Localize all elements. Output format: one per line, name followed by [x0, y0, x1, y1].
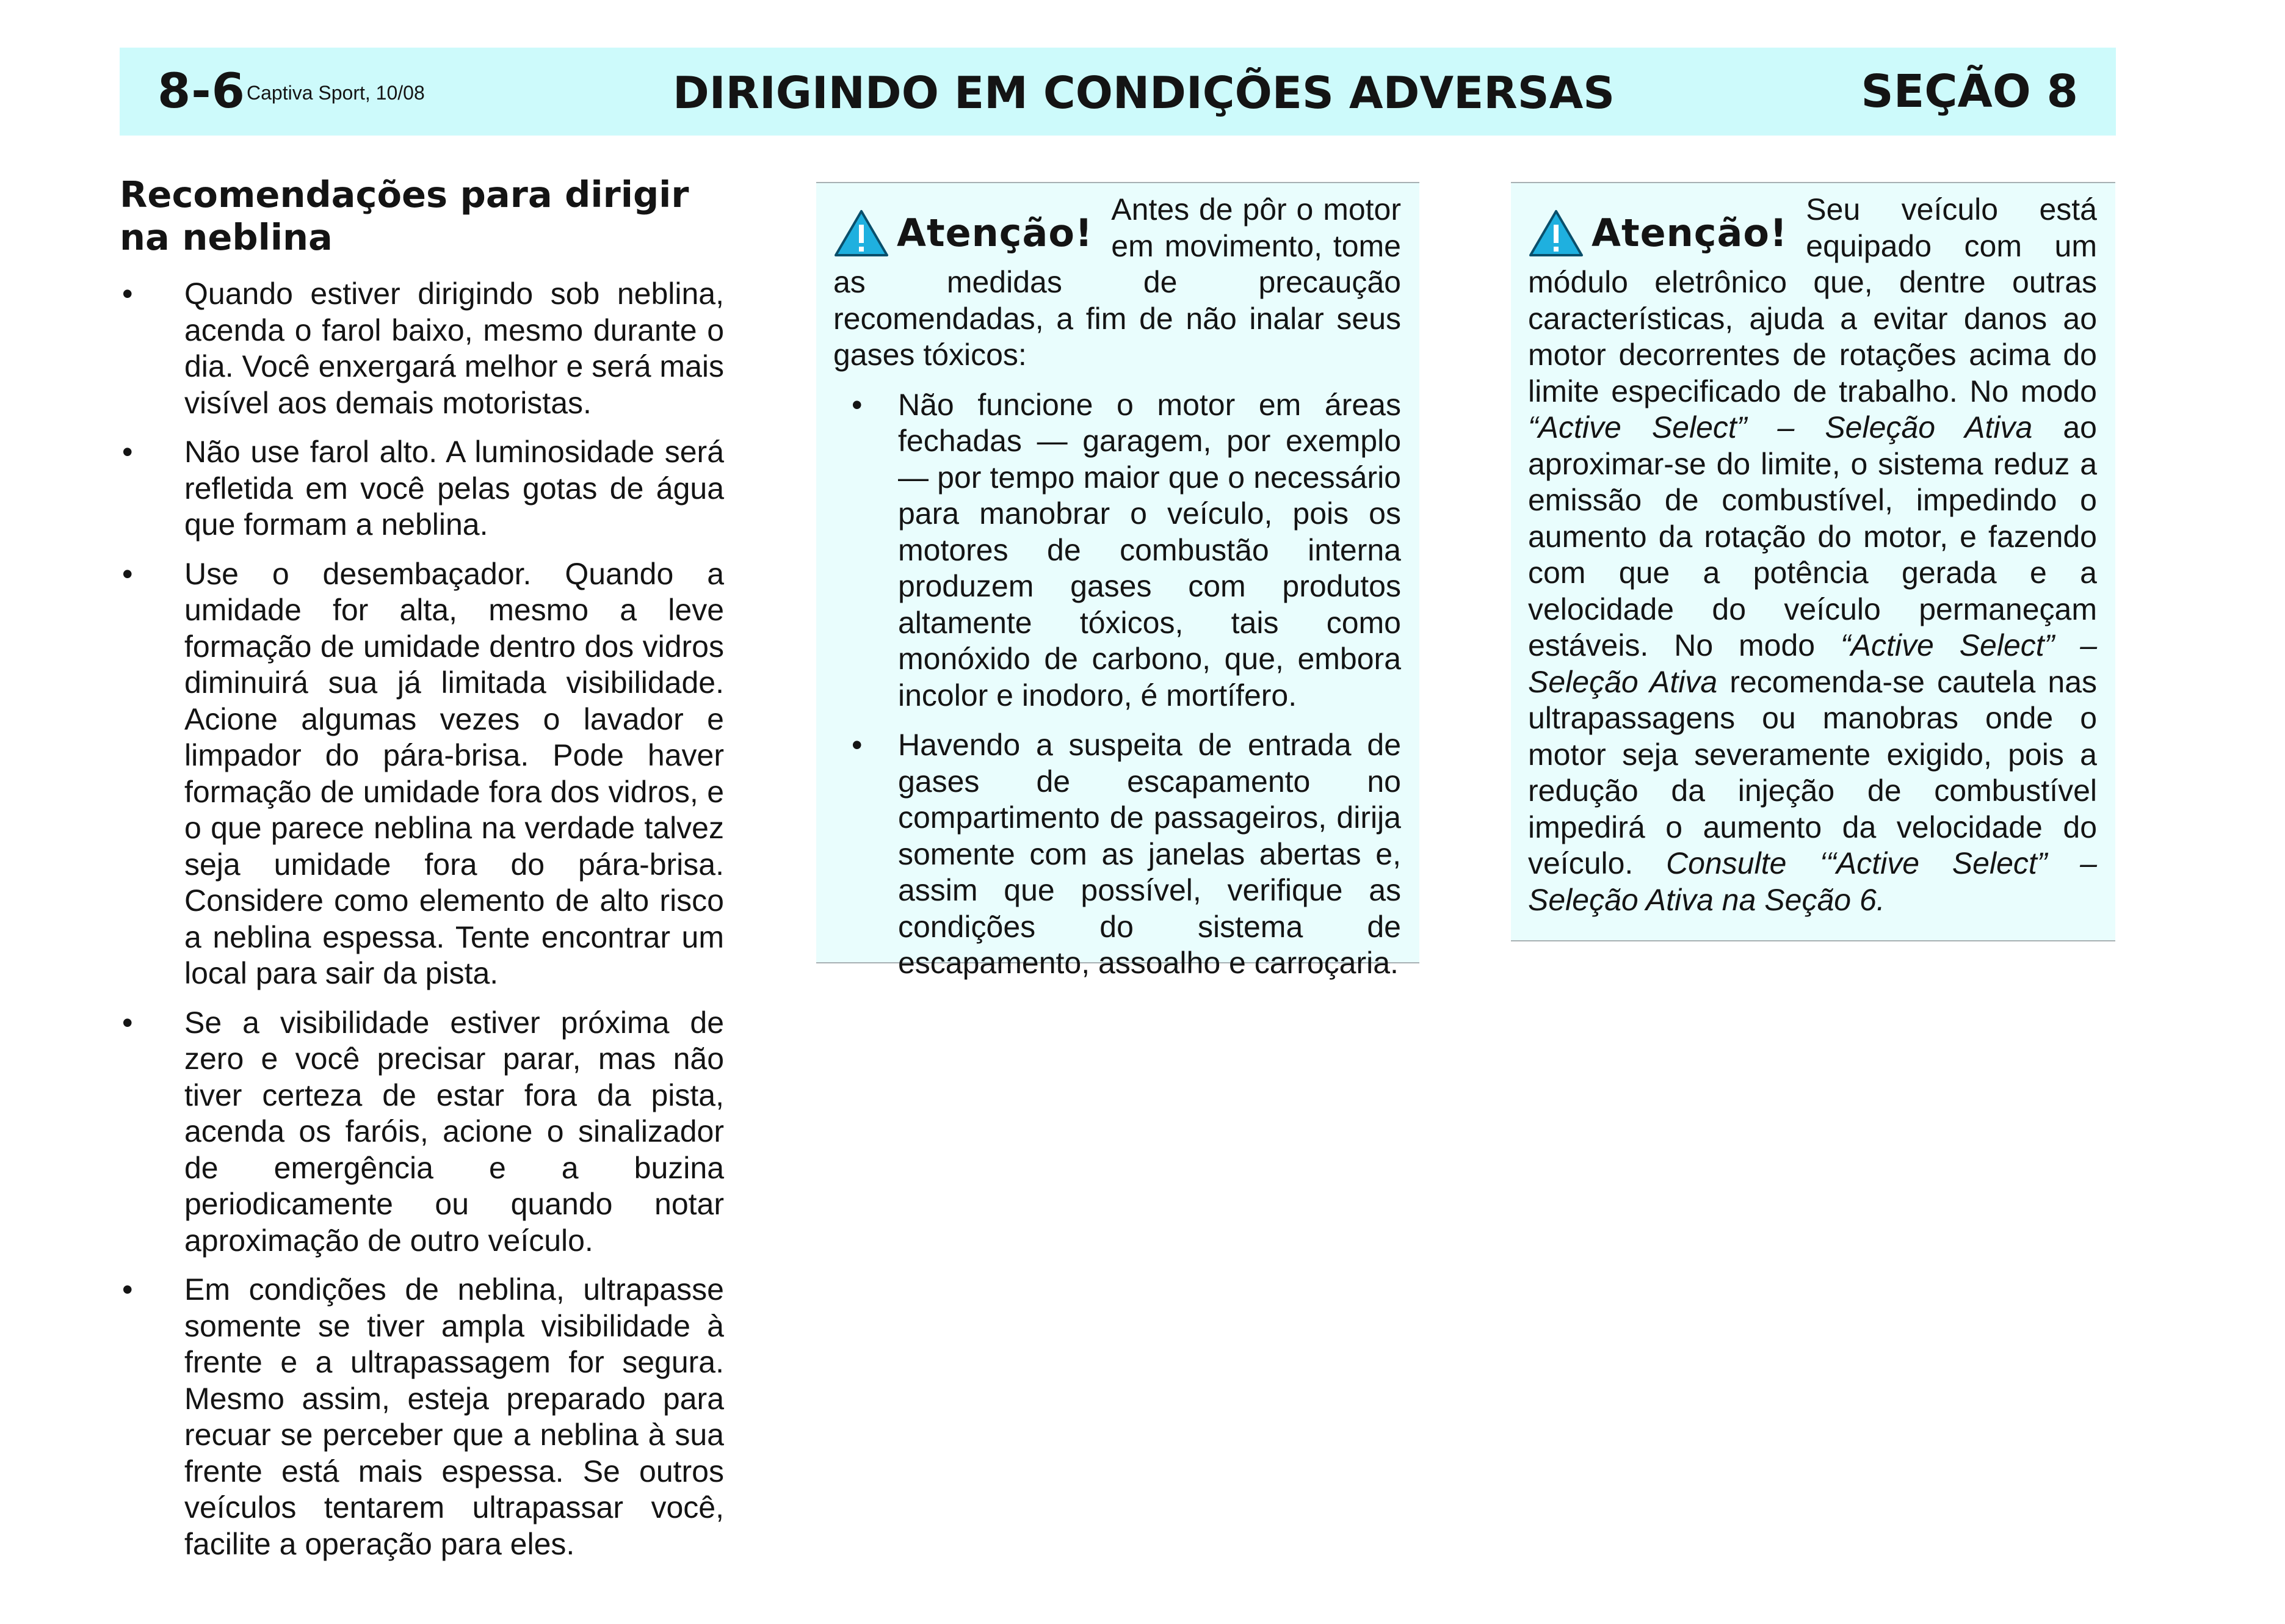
section-label: SEÇÃO 8: [1861, 65, 2078, 118]
warning-heading: [1528, 203, 1787, 264]
page-number: 8-6: [158, 64, 245, 119]
warning-body-italic: “Active Select” – Seleção Ativa: [1528, 628, 2097, 699]
bullet-dot: •: [122, 1272, 133, 1307]
warning-body: [1528, 192, 2097, 918]
bullet-dot: •: [852, 728, 863, 762]
bullet-text: Quando estiver dirigindo sob neblina, acenda o farol baixo, mesmo durante o dia. Você enxergará melhor e será mais visível aos demais motoristas.: [184, 277, 724, 420]
list-item: [120, 1005, 724, 1260]
list-item: [833, 387, 1401, 714]
fog-section-title: Recomendações para dirigir na neblina: [120, 173, 689, 258]
bullet-text: Não funcione o motor em áreas fechadas — garagem, por exemplo — por tempo maior que o necessário para manobrar o veículo, pois os motores de combustão interna produzem gases com produtos altamente tóxicos, tais como monóxido de carbono, que, embora incolor e inodoro, é mortífero.: [898, 387, 1401, 712]
list-item: [120, 1272, 724, 1562]
warning-triangle-icon: [833, 209, 889, 258]
warning-bullet-list: [833, 387, 1401, 982]
warning-heading: [833, 203, 1093, 264]
bullet-text: Não use farol alto. A luminosidade será refletida em você pelas gotas de água que formam a neblina.: [184, 435, 724, 542]
bullet-dot: •: [122, 277, 133, 311]
chapter-title: DIRIGINDO EM CONDIÇÕES ADVERSAS: [673, 67, 1615, 118]
bullet-dot: •: [122, 556, 133, 591]
warning-body-text: recomenda-se cautela nas ultrapassagens ou manobras onde o motor seja severamente exigido, pois a redução da injeção de combustível impedirá o aumento da velocidade do veículo.: [1528, 664, 2098, 880]
list-item: [833, 727, 1401, 982]
model-label: Captiva Sport, 10/08: [247, 82, 425, 104]
bullet-dot: •: [122, 435, 133, 469]
bullet-dot: •: [122, 1005, 133, 1040]
page-header: [120, 48, 2116, 136]
warning-label: Atenção!: [1592, 211, 1788, 255]
warning-triangle-icon: [1528, 209, 1584, 258]
warning-body-reference: Consulte ‘“Active Select” – Seleção Ativa na Seção 6.: [1528, 846, 2097, 917]
warning-body-text: Seu veículo está equipado com um módulo eletrônico que, dentre outras características, ajuda a evitar danos ao motor decorrentes de rotações acima do limite especificado de trabalho. No modo: [1528, 192, 2097, 408]
warning-box-exhaust: [816, 182, 1419, 980]
warning-intro: Antes de pôr o motor em movimento, tome as medidas de precaução recomendadas, a fim de não inalar seus gases tóxicos:: [833, 192, 1401, 372]
bullet-dot: •: [852, 387, 863, 422]
fog-bullet-list: [120, 276, 724, 1562]
list-item: [120, 556, 724, 992]
list-item: [120, 434, 724, 543]
warning-box-active-select: [1511, 182, 2115, 941]
bullet-text: Em condições de neblina, ultrapasse somente se tiver ampla visibilidade à frente e a ultrapassagem for segura. Mesmo assim, esteja preparado para recuar se perceber que a neblina à sua frente está mais espessa. Se outros veículos tentarem ultrapassar você, facilite a operação para eles.: [184, 1272, 724, 1561]
warning-body-text: ao aproximar-se do limite, o sistema reduz a emissão de combustível, impedindo o aumento da rotação do motor, e fazendo com que a potência gerada e a velocidade do veículo permaneçam estáveis. No modo: [1528, 410, 2097, 662]
fog-section: [120, 173, 724, 1575]
warning-label: Atenção!: [897, 211, 1093, 255]
list-item: [120, 276, 724, 421]
warning-body-italic: “Active Select” – Seleção Ativa: [1528, 410, 2033, 444]
bullet-text: Havendo a suspeita de entrada de gases de escapamento no compartimento de passageiros, dirija somente com as janelas abertas e, assim que possível, verifique as condições do sistema de escapamento, assoalho e carroçaria.: [898, 728, 1401, 980]
bullet-text: Se a visibilidade estiver próxima de zero e você precisar parar, mas não tiver certeza de estar fora da pista, acenda os faróis, acione o sinalizador de emergência e a buzina periodicamente ou quando notar aproximação de outro veículo.: [184, 1005, 724, 1258]
bullet-text: Use o desembaçador. Quando a umidade for alta, mesmo a leve formação de umidade dentro dos vidros diminuirá sua já limitada visibilidade. Acione algumas vezes o lavador e limpador do pára-brisa. Pode haver formação de umidade fora dos vidros, e o que parece neblina na verdade talvez seja umidade fora do pára-brisa. Considere como elemento de alto risco a neblina espessa. Tente encontrar um local para sair da pista.: [184, 556, 724, 990]
